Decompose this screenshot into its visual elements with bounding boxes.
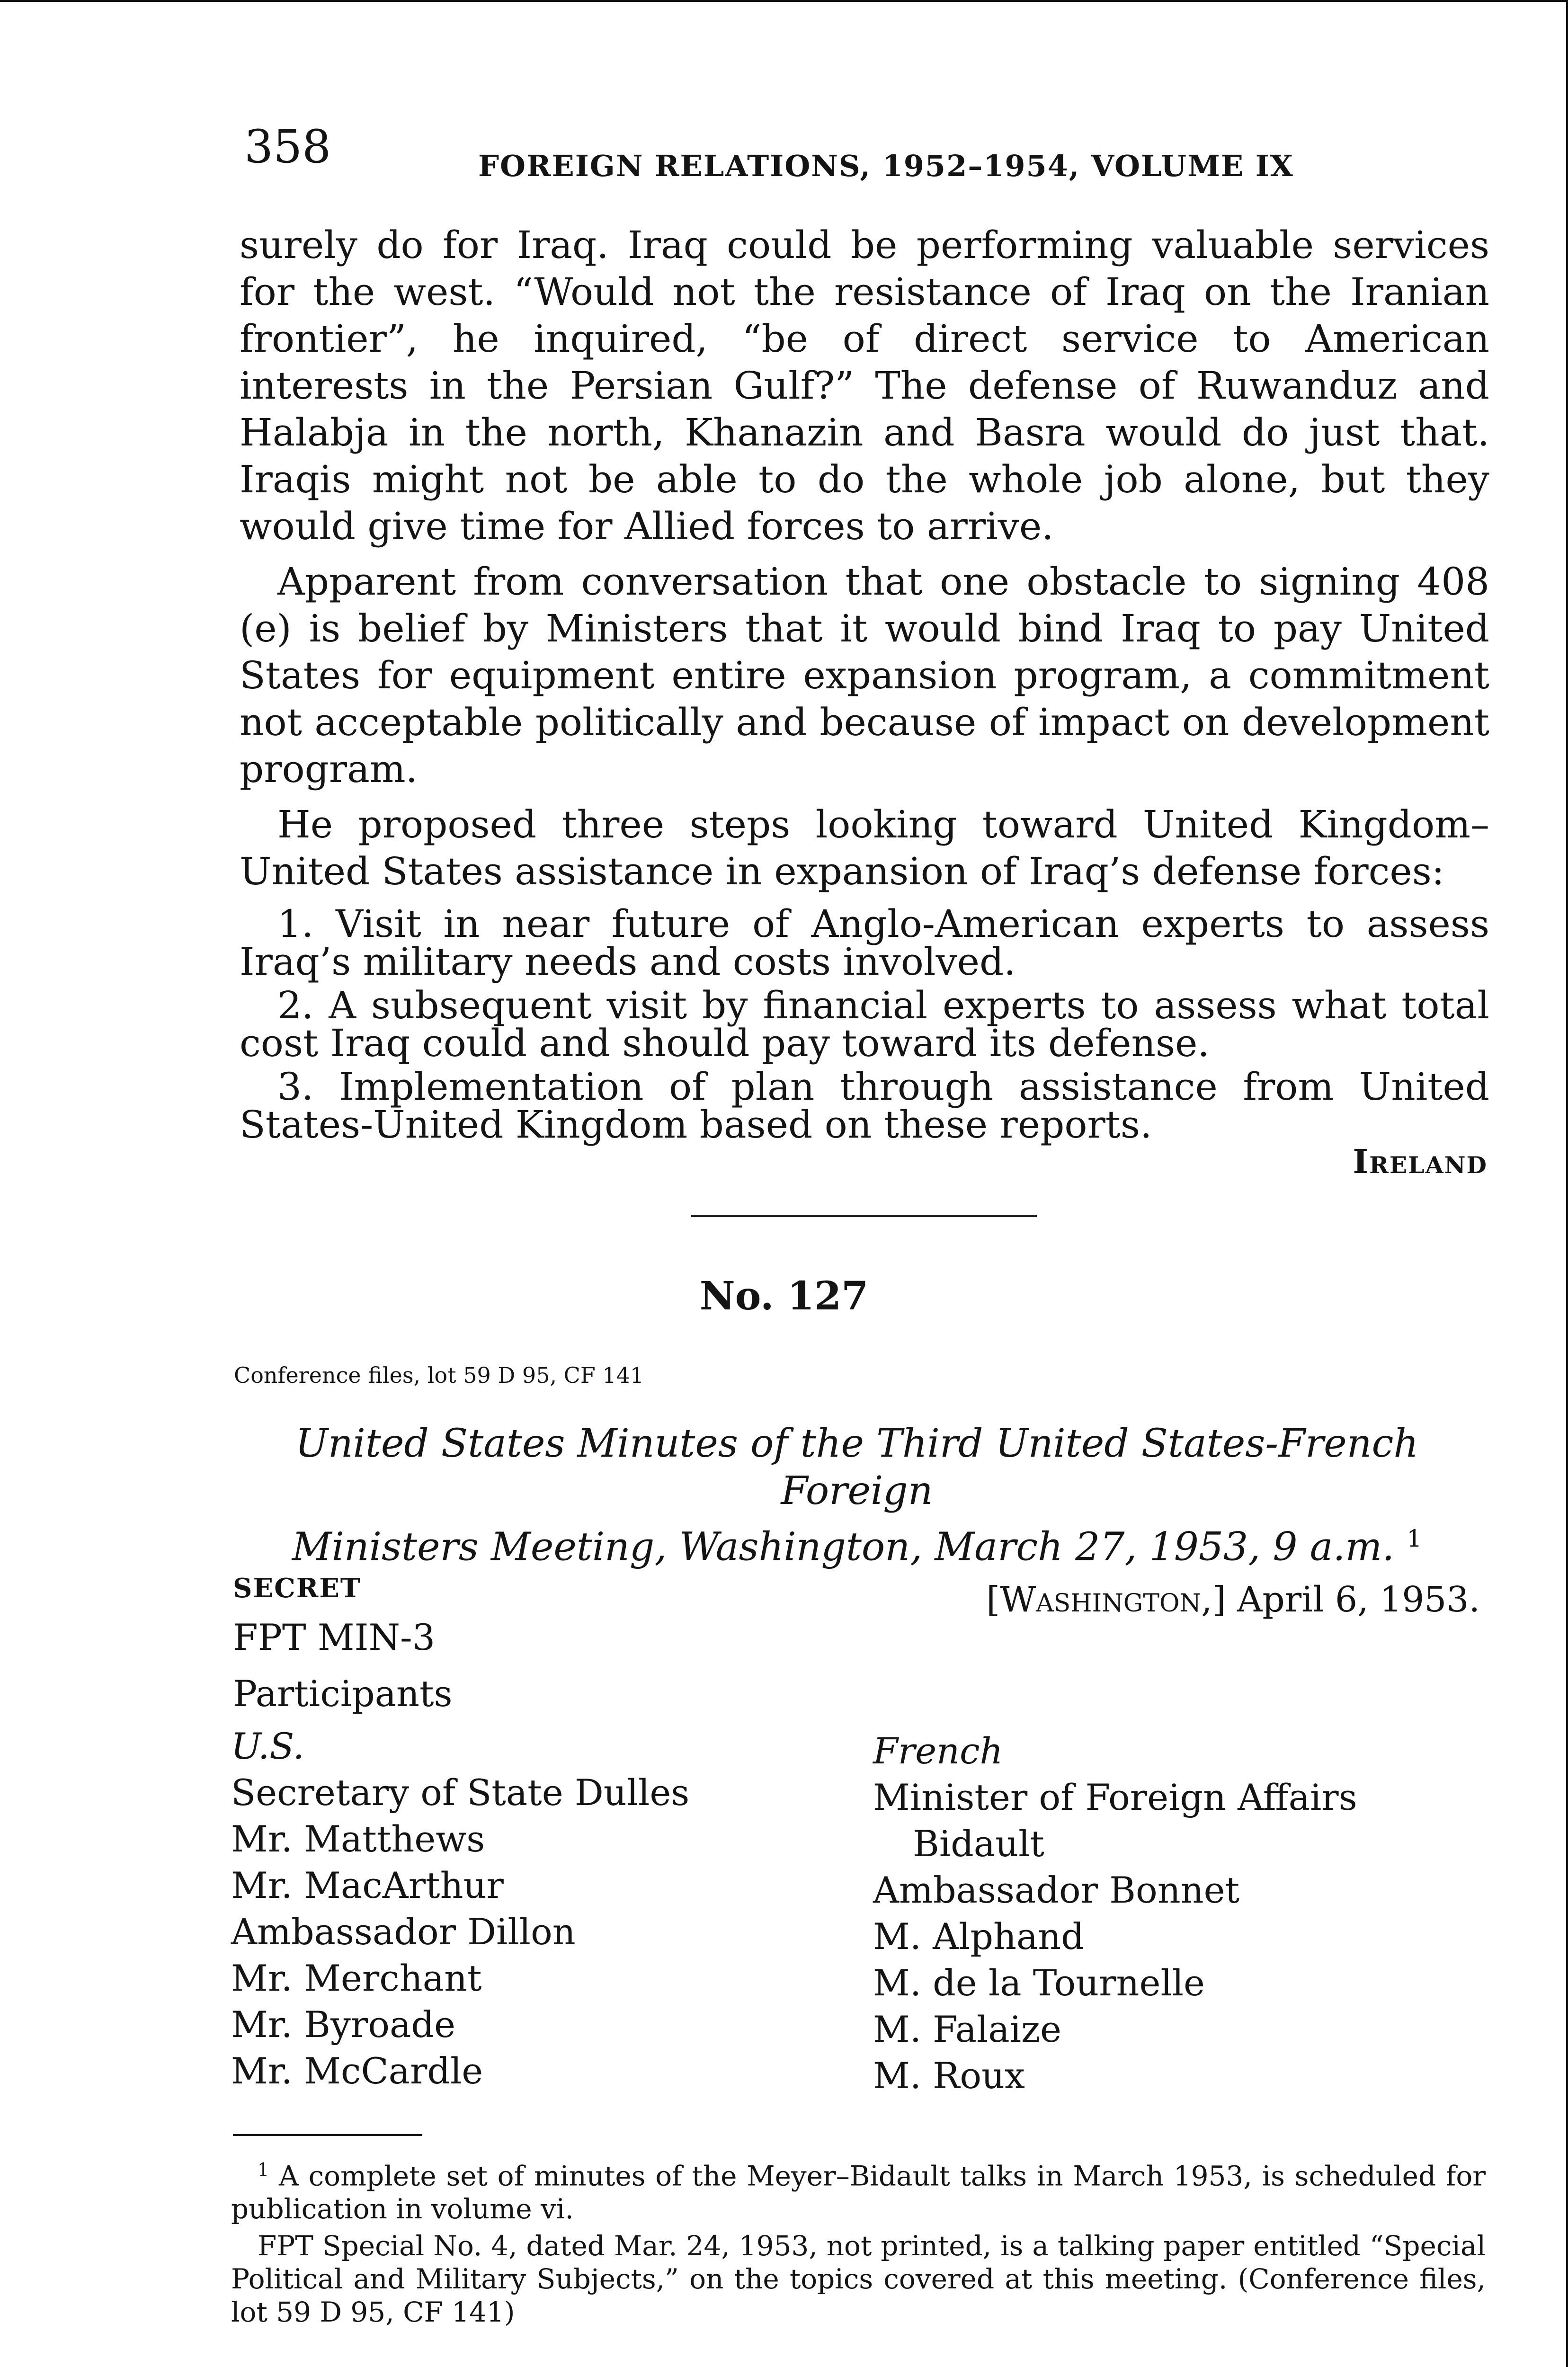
document-title [218,1420,1496,1571]
participant: M. Alphand [873,1915,1084,1958]
participant: Mr. McCardle [231,2050,483,2092]
dateline-date: April 6, 1953. [1226,1579,1480,1620]
steps-list [240,902,1489,1147]
source-note: Conference files, lot 59 D 95, CF 141 [234,1362,644,1388]
footnote-1-text: A complete set of minutes of the Meyer–Bidault talks in March 1953, is scheduled for publication in volume vi. [231,2160,1486,2225]
us-participants [231,1723,689,2094]
participant: Mr. Matthews [231,1818,485,1860]
participant-continued: Bidault [913,1823,1044,1865]
title-line-1: United States Minutes of the Third United States-French Foreign [295,1421,1419,1513]
page-edge-top [0,0,1568,2]
participant: Mr. Merchant [231,1957,482,1999]
running-title: FOREIGN RELATIONS, 1952–1954, VOLUME IX [478,149,1294,183]
dateline-place: [Washington,] [986,1579,1226,1620]
title-line-2 [218,1515,1496,1571]
participant: Mr. MacArthur [231,1864,504,1906]
document-number: No. 127 [699,1273,869,1319]
footnote-rule [233,2134,422,2136]
participant: Ambassador Bonnet [873,1869,1240,1911]
participant: Mr. Byroade [231,2003,455,2046]
footnote-1 [231,2153,1486,2225]
paragraph-1: surely do for Iraq. Iraq could be performing valuable services for the west. “Would not the resistance of Iraq on the Iranian frontier”, he inquired, “be of direct service to American interests in the Persian Gulf?” The defense of Ruwanduz and Halabja in the north, Khanazin and Basra would do just that. Iraqis might not be able to do the whole job alone, but they would give time for Allied forces to arrive. [240,223,1489,548]
signature: Ireland [1353,1142,1488,1181]
participants-label: Participants [233,1673,453,1715]
dateline [986,1579,1480,1620]
paragraph-3: He proposed three steps looking toward United Kingdom–United States assistance in expansion of Iraq’s defense forces: [240,802,1489,893]
participant: Minister of Foreign Affairs [873,1776,1357,1818]
continued-text [240,222,1489,1147]
french-participants [873,1728,1357,2099]
participant: M. de la Tournelle [873,1962,1205,2004]
page-edge-right [1566,0,1568,2367]
footnote-1-mark: 1 [258,2159,269,2180]
step-2: 2. A subsequent visit by financial experts to assess what total cost Iraq could and should pay toward its defense. [240,983,1489,1065]
footnotes [231,2153,1486,2332]
classification: SECRET [233,1573,361,1604]
paragraph-2: Apparent from conversation that one obstacle to signing 408 (e) is belief by Ministers that it would bind Iraq to pay United States for equipment entire expansion program, a commitment not acceptable politically and because of impact on development program. [240,560,1489,791]
step-3: 3. Implementation of plan through assistance from United States-United Kingdom based on these reports. [240,1065,1489,1147]
document-code: FPT MIN-3 [233,1616,436,1658]
footnote-2: FPT Special No. 4, dated Mar. 24, 1953, not printed, is a talking paper entitled “Special Political and Military Subjects,” on the topics covered at this meeting. (Conference files, lot 59 D 95, CF 141) [231,2230,1486,2329]
participant: Secretary of State Dulles [231,1771,690,1814]
footnote-marker: 1 [1407,1525,1422,1552]
participant: M. Falaize [873,2008,1061,2050]
us-heading: U.S. [231,1725,304,1767]
page-number: 358 [244,120,331,173]
step-1: 1. Visit in near future of Anglo-American experts to assess Iraq’s military needs and costs involved. [240,902,1489,984]
participant: M. Roux [873,2055,1025,2097]
french-heading: French [873,1730,1003,1772]
section-divider [691,1215,1037,1217]
participant: Ambassador Dillon [231,1911,576,1953]
title-line-2-text: Ministers Meeting, Washington, March 27, 1953, 9 a.m. [292,1524,1395,1570]
